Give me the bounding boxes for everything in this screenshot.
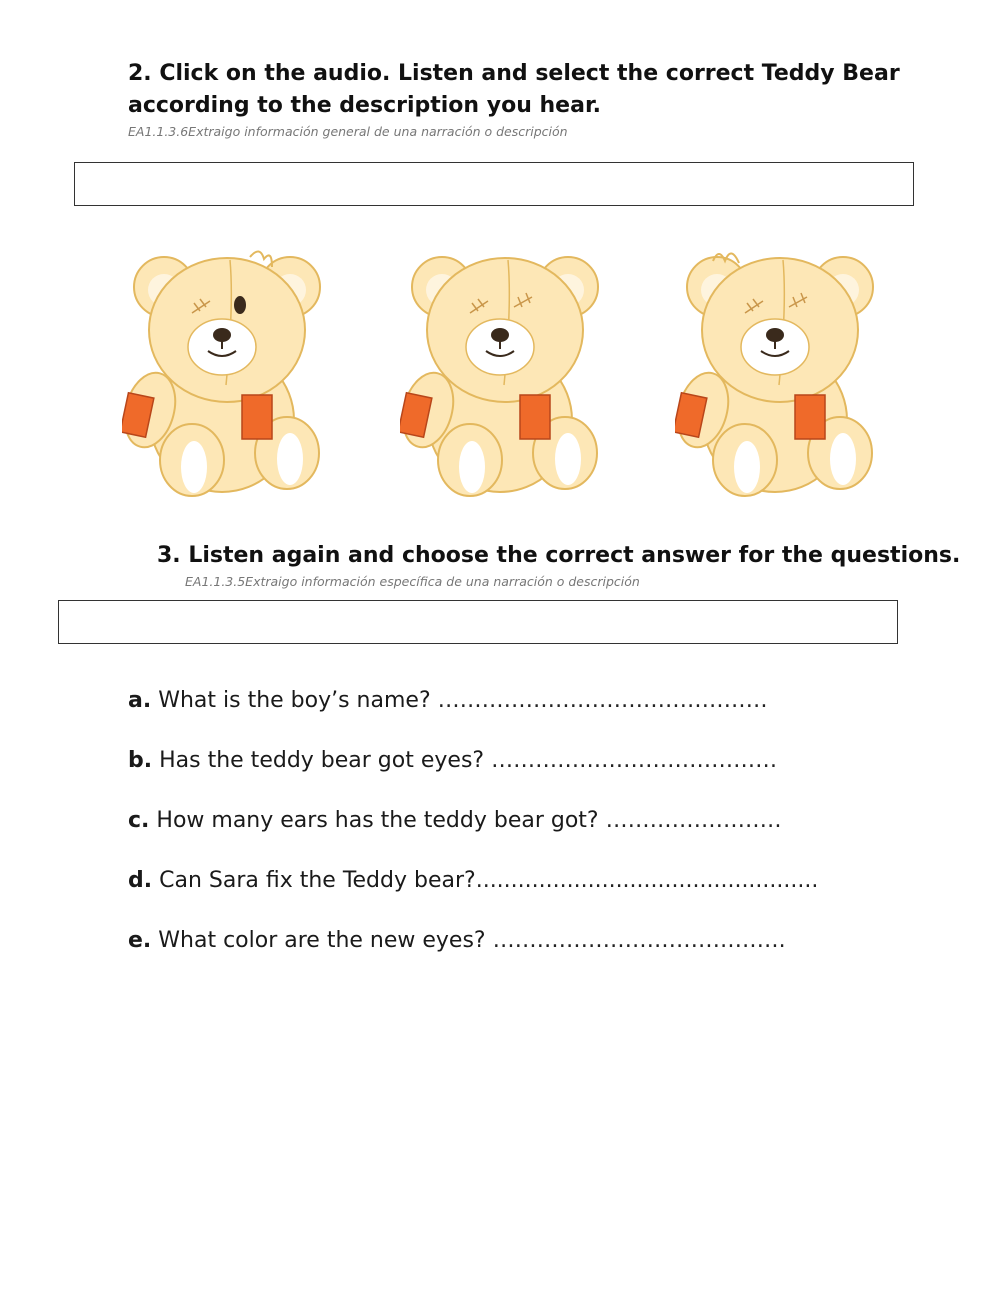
teddy-bear-no-eyes-image (400, 235, 610, 505)
bear-option-2[interactable] (400, 235, 610, 505)
section-2-subtitle: EA1.1.3.6Extraigo información general de una narración o descripción (128, 124, 568, 139)
bear-option-3[interactable] (675, 235, 885, 505)
question-text: Can Sara fix the Teddy bear? (159, 868, 476, 893)
audio-answer-box-1[interactable] (74, 162, 914, 206)
question-d (128, 866, 818, 896)
bear-option-1[interactable] (122, 235, 332, 505)
question-text: What is the boy’s name? (158, 688, 431, 713)
question-text: Has the teddy bear got eyes? (159, 748, 485, 773)
question-letter: e. (128, 928, 152, 953)
section-3-title: 3. Listen again and choose the correct answer for the questions. (157, 543, 961, 568)
question-letter: b. (128, 748, 153, 773)
answer-line[interactable]: …………………………………. (492, 928, 786, 953)
section-2-title-line1: 2. Click on the audio. Listen and select the correct Teddy Bear (128, 61, 900, 86)
question-letter: d. (128, 868, 153, 893)
audio-answer-box-2[interactable] (58, 600, 898, 644)
question-text: What color are the new eyes? (158, 928, 486, 953)
question-b (128, 746, 777, 776)
section-2-title (128, 58, 928, 122)
question-text: How many ears has the teddy bear got? (156, 808, 599, 833)
teddy-bear-one-eye-image (122, 235, 332, 505)
question-e (128, 926, 786, 956)
teddy-bear-ear-tuft-image (675, 235, 885, 505)
answer-line[interactable]: ……………………………………… (437, 688, 768, 713)
answer-line[interactable]: ................................................. (475, 868, 819, 893)
section-3-subtitle: EA1.1.3.5Extraigo información específica de una narración o descripción (185, 574, 640, 589)
question-letter: c. (128, 808, 150, 833)
answer-line[interactable]: …………………… (605, 808, 782, 833)
question-letter: a. (128, 688, 152, 713)
question-c (128, 806, 782, 836)
section-2-title-line2: according to the description you hear. (128, 93, 602, 118)
answer-line[interactable]: ………………………………… (491, 748, 778, 773)
question-a (128, 686, 768, 716)
